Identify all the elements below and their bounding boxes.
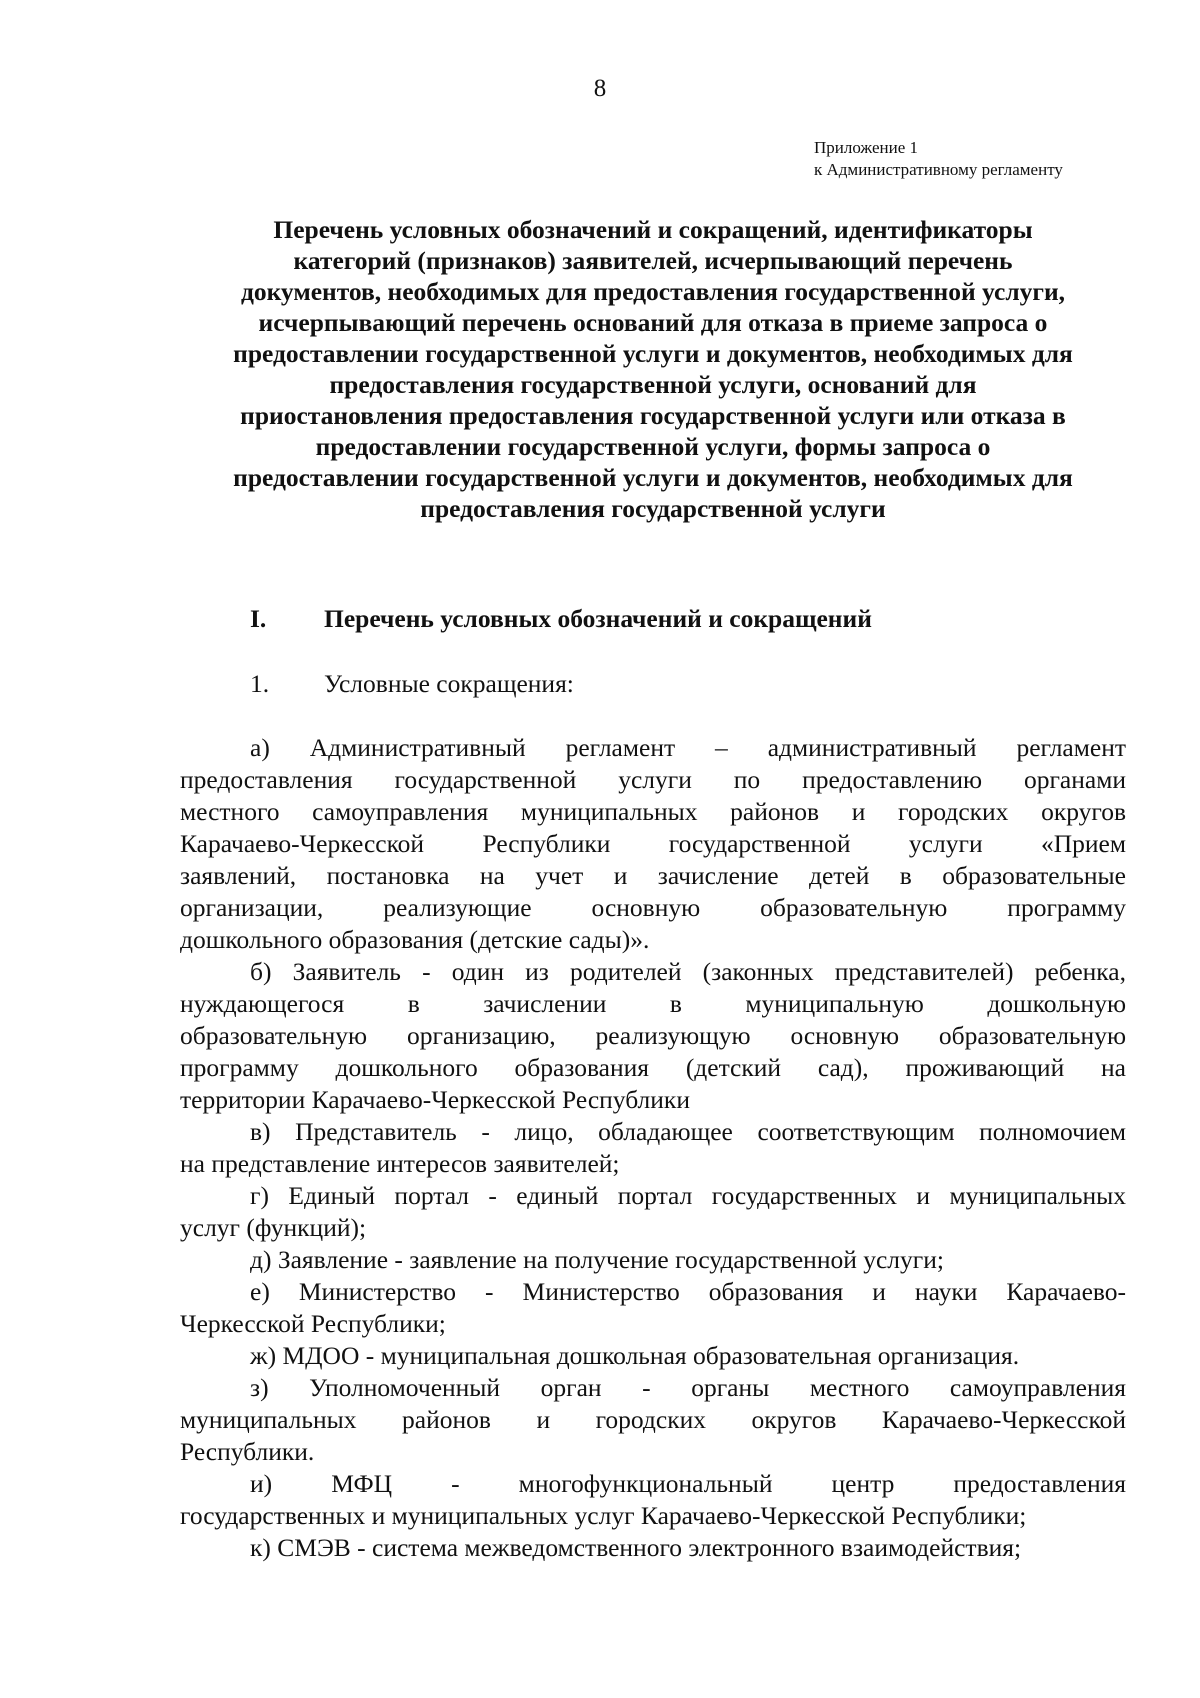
paragraph-line: Карачаево-Черкесской Республики государственной услуги «Прием — [180, 829, 1126, 858]
section-heading — [250, 603, 872, 635]
title-line: предоставлении государственной услуги, формы запроса о — [315, 432, 991, 461]
subsection-heading — [250, 668, 574, 700]
title-line: категорий (признаков) заявителей, исчерпывающий перечень — [293, 246, 1013, 275]
title-line: исчерпывающий перечень оснований для отказа в приеме запроса о — [258, 308, 1048, 337]
paragraph-line: нуждающегося в зачислении в муниципальную дошкольную — [180, 989, 1126, 1018]
title-line: предоставлении государственной услуги и документов, необходимых для — [233, 463, 1073, 492]
section-number: I. — [250, 604, 267, 633]
title-line: Перечень условных обозначений и сокращений, идентификаторы — [273, 215, 1033, 244]
paragraph-line: услуг (функций); — [180, 1213, 367, 1242]
paragraph-line: территории Карачаево-Черкесской Республики — [180, 1085, 690, 1114]
paragraph-line: муниципальных районов и городских округов Карачаево-Черкесской — [180, 1405, 1126, 1434]
paragraph-line: ж) МДОО - муниципальная дошкольная образовательная организация. — [250, 1341, 1020, 1370]
paragraph-line: организации, реализующие основную образовательную программу — [180, 893, 1126, 922]
title-line: предоставления государственной услуги — [420, 494, 886, 523]
appendix-reference — [814, 137, 1063, 181]
title-line: предоставления государственной услуги, оснований для — [329, 370, 977, 399]
paragraph-line: местного самоуправления муниципальных районов и городских округов — [180, 797, 1126, 826]
paragraph-line: программу дошкольного образования (детский сад), проживающий на — [180, 1053, 1126, 1082]
title-line: документов, необходимых для предоставления государственной услуги, — [240, 277, 1066, 306]
paragraph-line: Черкесской Республики; — [180, 1309, 446, 1338]
paragraph-line: в) Представитель - лицо, обладающее соответствующим полномочием — [250, 1117, 1126, 1146]
paragraph-line: дошкольного образования (детские сады)». — [180, 925, 650, 954]
paragraph-line: Республики. — [180, 1437, 315, 1466]
title-line: приостановления предоставления государственной услуги или отказа в — [240, 401, 1066, 430]
subsection-number: 1. — [250, 669, 270, 698]
paragraph-line: и) МФЦ - многофункциональный центр предоставления — [250, 1469, 1126, 1498]
paragraph-line: предоставления государственной услуги по предоставлению органами — [180, 765, 1126, 794]
paragraph-line: а) Административный регламент – административный регламент — [250, 733, 1126, 762]
paragraph-line: з) Уполномоченный орган - органы местного самоуправления — [250, 1373, 1126, 1402]
page-number: 8 — [593, 75, 607, 102]
paragraph-line: образовательную организацию, реализующую основную образовательную — [180, 1021, 1126, 1050]
definitions-list — [180, 732, 1126, 1564]
paragraph-line: на представление интересов заявителей; — [180, 1149, 620, 1178]
document-title — [180, 214, 1126, 524]
title-line: предоставлении государственной услуги и документов, необходимых для — [233, 339, 1073, 368]
paragraph-line: е) Министерство - Министерство образования и науки Карачаево- — [250, 1277, 1126, 1306]
paragraph-line: г) Единый портал - единый портал государственных и муниципальных — [250, 1181, 1126, 1210]
paragraph-line: заявлений, постановка на учет и зачисление детей в образовательные — [180, 861, 1126, 890]
section-title: Перечень условных обозначений и сокращений — [324, 604, 872, 633]
paragraph-line: к) СМЭВ - система межведомственного электронного взаимодействия; — [250, 1533, 1022, 1562]
appendix-line-2: к Административному регламенту — [814, 160, 1063, 179]
paragraph-line: государственных и муниципальных услуг Карачаево-Черкесской Республики; — [180, 1501, 1027, 1530]
subsection-title: Условные сокращения: — [324, 669, 574, 698]
appendix-line-1: Приложение 1 — [814, 138, 918, 157]
paragraph-line: б) Заявитель - один из родителей (законных представителей) ребенка, — [250, 957, 1126, 986]
paragraph-line: д) Заявление - заявление на получение государственной услуги; — [250, 1245, 944, 1274]
